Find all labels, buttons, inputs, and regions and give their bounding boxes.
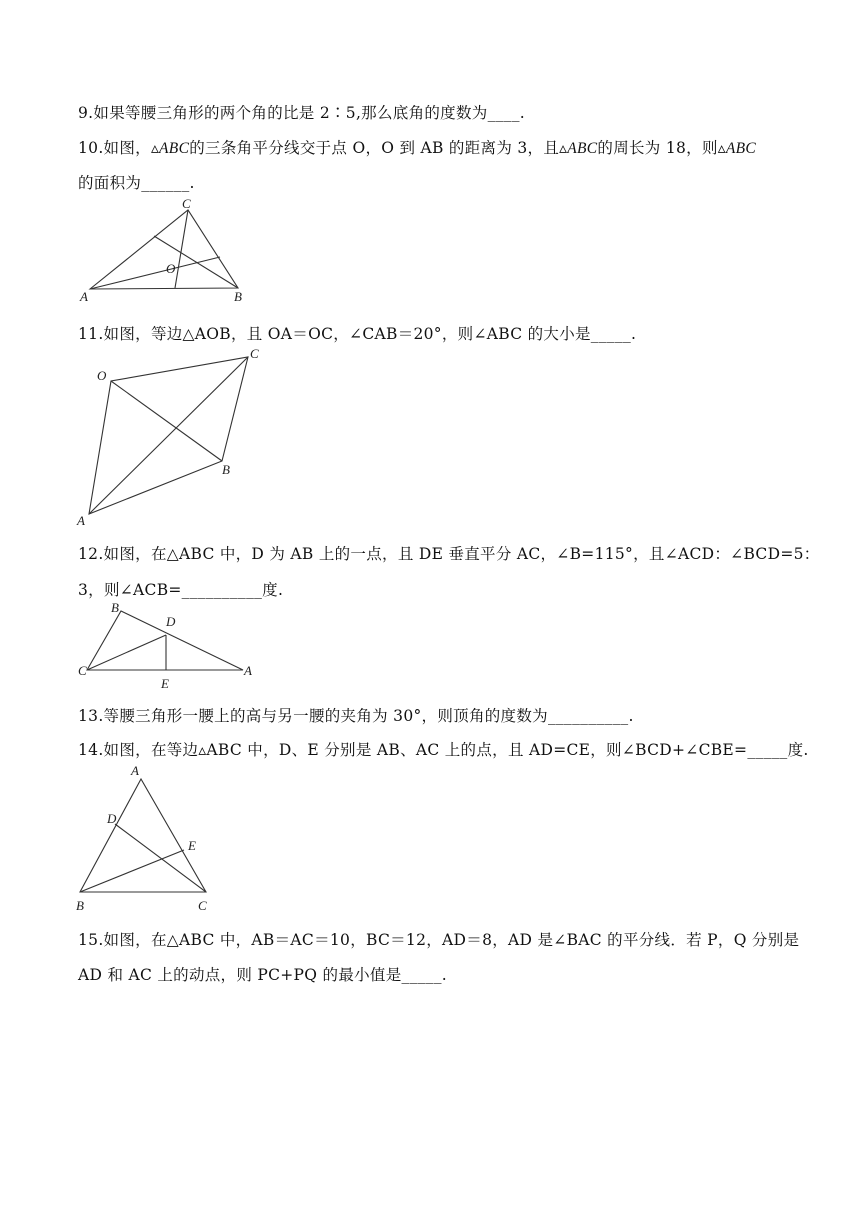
segment-ob — [111, 381, 222, 461]
triangle-abc — [87, 611, 243, 670]
figure-10-triangle-diagram — [78, 198, 258, 304]
question-13-text: 13.等腰三角形一腰上的高与另一腰的夹角为 30°，则顶角的度数为__________. — [78, 707, 634, 725]
label-o: O — [166, 261, 176, 276]
figure-11-quadrilateral-diagram — [72, 342, 272, 530]
question-15-line-1: 15.如图，在△ABC 中，AB＝AC＝10，BC＝12，AD＝8，AD 是∠BAC 的平分线．若 P，Q 分别是 — [78, 931, 800, 949]
segment-be — [80, 850, 184, 892]
question-12-line-1: 12.如图，在△ABC 中，D 为 AB 上的一点，且 DE 垂直平分 AC，∠B=115°，且∠ACD：∠BCD=5： — [78, 545, 820, 563]
question-14-text: 14.如图，在等边▵ABC 中，D、E 分别是 AB、AC 上的点，且 AD=CE，则∠BCD+∠CBE=_____度. — [78, 741, 809, 759]
label-b: B — [222, 462, 230, 477]
question-12-line-2: 3，则∠ACB=__________度. — [78, 581, 284, 599]
question-15-line-2: AD 和 AC 上的动点，则 PC+PQ 的最小值是_____. — [78, 966, 447, 984]
label-e: E — [188, 838, 196, 853]
bisector-from-c — [175, 210, 188, 288]
label-a: A — [131, 763, 139, 778]
question-10-line-2: 的面积为______. — [78, 174, 195, 192]
figure-14-equilateral-triangle-diagram — [70, 762, 220, 914]
triangle-abc — [80, 779, 206, 892]
label-a: A — [244, 663, 252, 678]
label-b: B — [234, 289, 242, 304]
triangle-abc-symbol: ▵ABC — [559, 140, 598, 157]
label-c: C — [182, 198, 191, 211]
triangle-abc — [90, 210, 238, 289]
label-o: O — [97, 368, 107, 383]
label-d: D — [107, 811, 117, 826]
label-c: C — [78, 663, 87, 678]
triangle-abc-symbol: ▵ABC — [717, 140, 757, 157]
segment-cd — [87, 635, 166, 670]
triangle-abc-symbol: ▵ABC — [150, 140, 190, 157]
label-e: E — [161, 676, 169, 691]
label-d: D — [166, 614, 176, 629]
question-11-text: 11.如图，等边△AOB，且 OA＝OC，∠CAB＝20°，则∠ABC 的大小是_____. — [78, 325, 637, 343]
question-10-line-1 — [78, 136, 756, 158]
label-c: C — [250, 346, 259, 361]
label-a: A — [77, 513, 85, 528]
label-b: B — [76, 898, 84, 913]
label-a: A — [80, 289, 88, 304]
label-b: B — [111, 600, 119, 615]
question-10-part: 的三条角平分线交于点 O，O 到 AB 的距离为 3，且 — [189, 139, 560, 157]
question-9-text: 9.如果等腰三角形的两个角的比是 2∶5,那么底角的度数为____. — [78, 104, 525, 122]
figure-12-triangle-diagram — [76, 600, 260, 692]
segment-cd — [115, 824, 206, 892]
label-c: C — [198, 898, 207, 913]
question-10-part: 10.如图， — [78, 139, 151, 157]
question-10-part: 的周长为 18，则 — [597, 139, 718, 157]
